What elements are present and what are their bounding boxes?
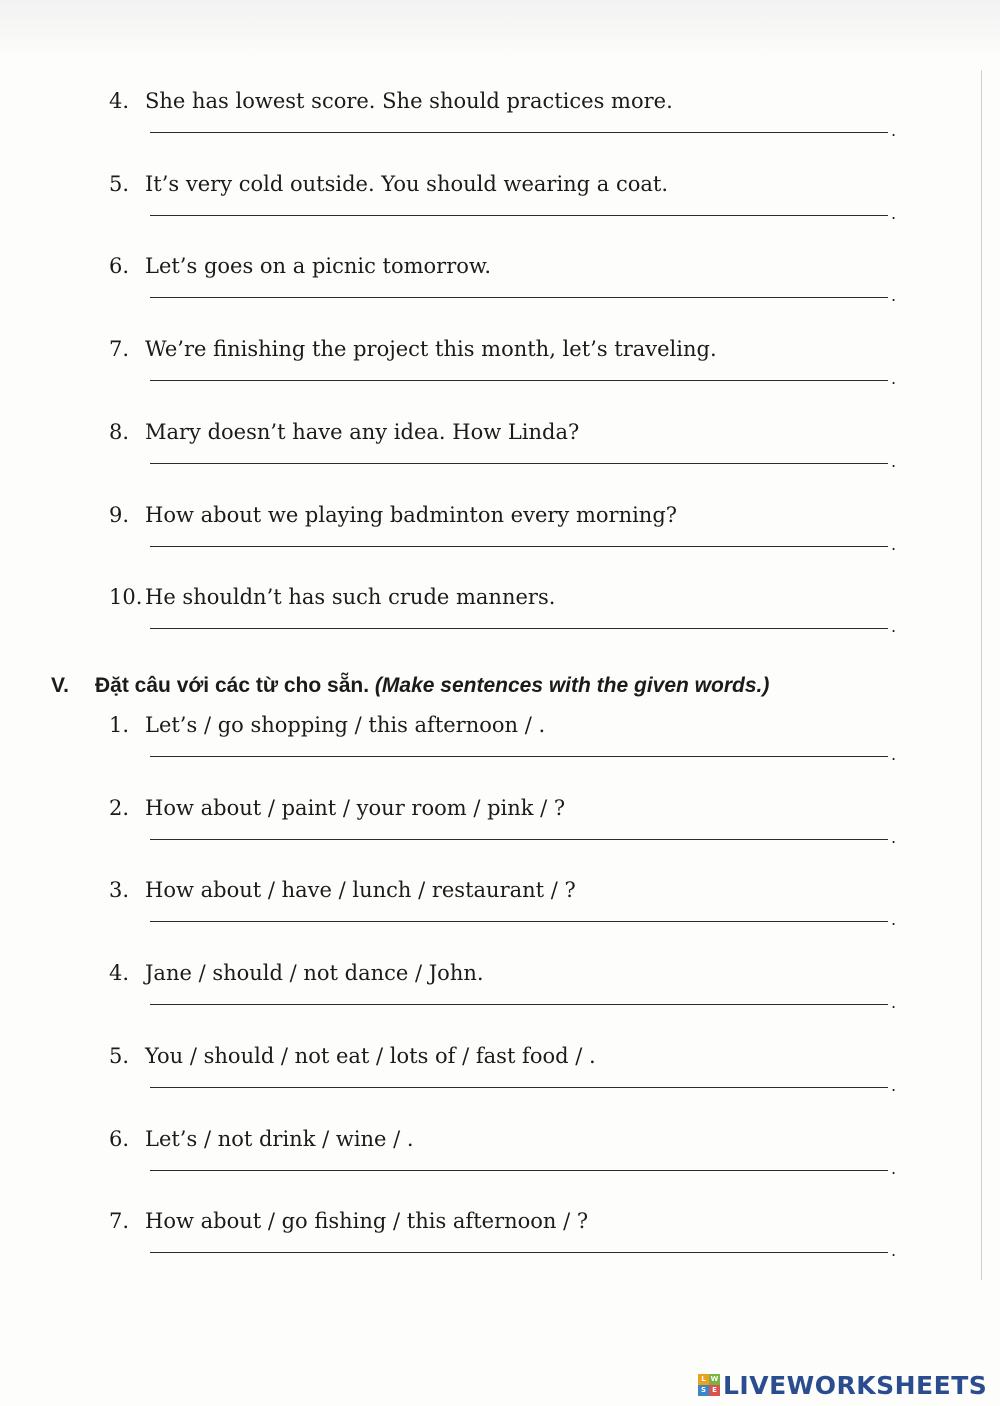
answer-period: .: [891, 369, 897, 389]
item-sentence: [109, 171, 668, 197]
exercise_v-item: [0, 1208, 1000, 1290]
answer-line[interactable]: [150, 628, 888, 629]
item-sentence: [109, 795, 565, 821]
brand-icon-square: S: [698, 1385, 709, 1396]
item-sentence: [109, 502, 677, 528]
answer-line[interactable]: [150, 1252, 888, 1253]
item-sentence: [109, 419, 579, 445]
item-text: How about / have / lunch / restaurant / ?: [145, 878, 576, 903]
liveworksheets-logo: [698, 1370, 987, 1400]
item-text: Let’s / go shopping / this afternoon / .: [145, 713, 546, 737]
item-number: 8.: [109, 419, 130, 444]
item-sentence: [109, 88, 673, 114]
exercise_v-item: [0, 795, 1000, 877]
item-text: Let’s goes on a picnic tomorrow.: [145, 254, 492, 279]
item-number: 6.: [109, 1126, 130, 1151]
answer-period: .: [891, 1241, 897, 1261]
item-text: How about / paint / your room / pink / ?: [145, 795, 566, 820]
item-sentence: [109, 960, 484, 986]
answer-period: .: [891, 534, 897, 554]
answer-period: .: [891, 451, 897, 471]
item-number: 1.: [109, 713, 130, 737]
answer-line[interactable]: [150, 1004, 888, 1005]
item-number: 9.: [109, 502, 130, 527]
brand-name: LIVEWORKSHEETS: [723, 1370, 988, 1400]
answer-line[interactable]: [150, 215, 888, 216]
answer-line[interactable]: [150, 1087, 888, 1088]
item-number: 10.: [109, 585, 143, 610]
liveworksheets-icon: [698, 1374, 720, 1396]
answer-line[interactable]: [150, 132, 888, 133]
item-number: 5.: [109, 1043, 130, 1068]
exercise_iv-item: [0, 419, 1000, 501]
item-number: 2.: [109, 795, 130, 820]
brand-icon-square: L: [698, 1374, 709, 1385]
exercise_iv-item: [0, 88, 1000, 170]
item-number: 5.: [109, 171, 130, 196]
exercise_v-item: [0, 877, 1000, 959]
answer-line[interactable]: [150, 380, 888, 381]
answer-line[interactable]: [150, 297, 888, 298]
item-sentence: [109, 1043, 596, 1069]
exercise_iv-item: [0, 253, 1000, 335]
answer-period: .: [891, 617, 897, 637]
exercise_iv-item: [0, 171, 1000, 253]
item-sentence: [109, 1208, 588, 1234]
item-number: 4.: [109, 961, 130, 986]
section-title-vi: Đặt câu với các từ cho sẵn.: [95, 674, 370, 697]
answer-line[interactable]: [150, 463, 888, 464]
section-v-heading: [51, 672, 769, 700]
answer-period: .: [891, 1158, 897, 1178]
answer-period: .: [891, 910, 897, 930]
exercise_v-item: [0, 960, 1000, 1042]
section-title-en: (Make sentences with the given words.): [374, 674, 770, 697]
exercise_iv-item: [0, 336, 1000, 418]
answer-period: .: [891, 827, 897, 847]
item-sentence: [109, 584, 555, 610]
item-sentence: [109, 877, 576, 903]
item-number: 4.: [109, 89, 130, 113]
brand-icon-square: W: [710, 1375, 719, 1383]
answer-period: .: [891, 286, 897, 306]
item-number: 7.: [109, 1209, 130, 1234]
answer-line[interactable]: [150, 756, 888, 757]
item-sentence: [109, 336, 717, 362]
item-text: You / should / not eat / lots of / fast food / .: [145, 1043, 596, 1068]
item-sentence: [109, 712, 545, 738]
answer-line[interactable]: [150, 546, 888, 547]
item-text: She has lowest score. She should practices more.: [145, 89, 673, 113]
item-sentence: [109, 253, 491, 279]
item-number: 3.: [109, 878, 130, 903]
answer-line[interactable]: [150, 921, 888, 922]
exercise_v-item: [0, 712, 1000, 794]
brand-icon-square: E: [709, 1385, 720, 1396]
scan-top-shadow: [0, 0, 1000, 60]
answer-period: .: [891, 745, 897, 764]
answer-period: .: [891, 121, 897, 140]
answer-period: .: [891, 993, 897, 1013]
item-text: How about we playing badminton every morning?: [145, 502, 678, 527]
answer-period: .: [891, 203, 897, 223]
exercise_v-item: [0, 1126, 1000, 1208]
exercise_iv-item: [0, 502, 1000, 584]
answer-line[interactable]: [150, 1170, 888, 1171]
exercise_iv-item: [0, 584, 1000, 666]
item-text: Let’s / not drink / wine / .: [145, 1126, 414, 1151]
item-number: 7.: [109, 337, 130, 362]
item-text: He shouldn’t has such crude manners.: [145, 585, 556, 610]
item-text: It’s very cold outside. You should wearing a coat.: [145, 171, 669, 196]
answer-period: .: [891, 1075, 897, 1095]
item-text: We’re finishing the project this month, let’s traveling.: [145, 337, 717, 362]
item-sentence: [109, 1126, 414, 1152]
answer-line[interactable]: [150, 839, 888, 840]
exercise_v-item: [0, 1043, 1000, 1125]
item-text: Mary doesn’t have any idea. How Linda?: [145, 419, 580, 444]
item-number: 6.: [109, 254, 130, 279]
item-text: How about / go fishing / this afternoon / ?: [145, 1209, 589, 1234]
item-text: Jane / should / not dance / John.: [145, 961, 484, 986]
section-number: V.: [51, 674, 69, 697]
